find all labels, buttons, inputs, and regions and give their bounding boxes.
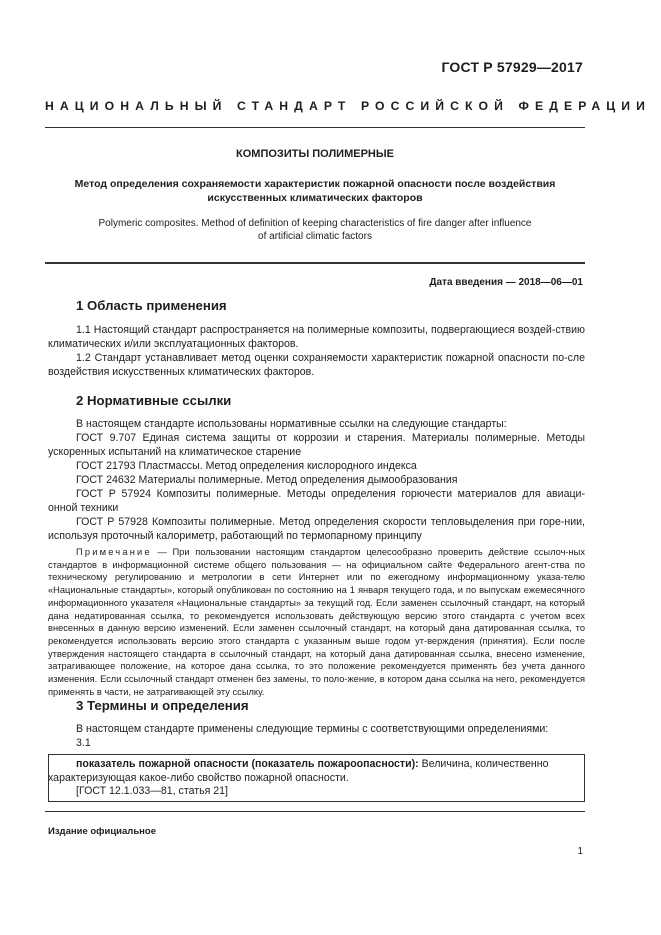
term-name: показатель пожарной опасности (показатель пожароопасности): [76, 758, 419, 770]
section-2-heading: 2 Нормативные ссылки [76, 393, 232, 408]
reference-item: ГОСТ Р 57928 Композиты полимерные. Метод определения скорости тепловыделения при горе-нии, используя проточный калориметр, работающий по термопарному принципу [48, 516, 585, 543]
reference-item: ГОСТ 24632 Материалы полимерные. Метод определения дымообразования [76, 474, 458, 486]
title-en-line-1: Polymeric composites. Method of definition of keeping characteristics of fire danger after influence [98, 218, 532, 229]
introduction-date: Дата введения — 2018—06—01 [429, 277, 583, 288]
section-2-intro: В настоящем стандарте использованы нормативные ссылки на следующие стандарты: [76, 418, 507, 430]
subtitle-line-1: Метод определения сохраняемости характеристик пожарной опасности после воздействия [74, 178, 556, 190]
standard-code: ГОСТ Р 57929—2017 [441, 59, 583, 75]
section-3-intro: В настоящем стандарте применены следующие термины с соответствующими определениями: [76, 723, 549, 735]
term-definition-part-1: Величина, количественно [418, 758, 549, 770]
national-standard-heading: НАЦИОНАЛЬНЫЙ СТАНДАРТ РОССИЙСКОЙ ФЕДЕРАЦИИ [45, 99, 652, 113]
term-number: 3.1 [76, 737, 91, 749]
term-definition-continuation: характеризующая какое-либо свойство пожарной опасности. [48, 772, 349, 784]
edition-label: Издание официальное [48, 826, 156, 837]
subtitle-line-2: искусственных климатических факторов [207, 192, 423, 204]
document-title: КОМПОЗИТЫ ПОЛИМЕРНЫЕ [236, 148, 394, 160]
reference-item: ГОСТ 21793 Пластмассы. Метод определения кислородного индекса [76, 460, 417, 472]
document-title-english [60, 217, 570, 243]
section-3-heading: 3 Термины и определения [76, 698, 249, 713]
section-1-heading: 1 Область применения [76, 298, 227, 313]
section-1-paragraph-1: 1.1 Настоящий стандарт распространяется на полимерные композиты, подвергающиеся воздей-ствию климатических и/или эксплуатационных факторов. [48, 324, 585, 351]
note-label: Примечание [76, 547, 152, 557]
top-divider [45, 127, 585, 128]
page-number: 1 [577, 846, 583, 857]
footer-divider [45, 811, 585, 812]
note-text: — При пользовании настоящим стандартом целесообразно проверить действие ссылоч-ных стандартов в информационной системе общего пользования — на официальном сайте Федерального агент-ства по техническому регулированию и метрологии в сети Интернет или по ежегодному информационному указа-телю «Национальные стандарты», который опубликован по состоянию на 1 января текущего года, и по выпускам ежемесячного информационного указателя «Национальные стандарты» за текущий год. Если заменен ссылочный стандарт, на который дана недатированная ссылка, то рекомендуется использовать действующую версию этого стандарта с учетом всех внесенных в данную версию изменений. Если заменен ссылочный стандарт, на который дана датированная ссылка, то рекомендуется использовать версию этого стандарта с указанным выше годом ут-верждения (принятия). Если после утверждения настоящего стандарта в ссылочный стандарт, на который дана датированная ссылка, внесено изменение, затрагивающее положение, на которое дана ссылка, то это положение рекомендуется применять без учета данного изменения. Если ссылочный стандарт отменен без замены, то поло-жение, в котором дана ссылка на него, рекомендуется применять в части, не затрагивающей эту ссылку. [48, 547, 585, 697]
term-source: [ГОСТ 12.1.033—81, статья 21] [76, 785, 229, 797]
section-1-paragraph-2: 1.2 Стандарт устанавливает метод оценки сохраняемости характеристик пожарной опасности по-сле воздействия искусственных климатических факторов. [48, 352, 585, 379]
document-subtitle [60, 177, 570, 205]
term-definition [76, 757, 581, 771]
title-en-line-2: of artificial climatic factors [258, 231, 372, 242]
references-note [48, 546, 585, 698]
reference-item: ГОСТ Р 57924 Композиты полимерные. Методы определения горючести материалов для авиаци-онной техники [48, 488, 585, 515]
title-divider [45, 262, 585, 264]
reference-item: ГОСТ 9.707 Единая система защиты от коррозии и старения. Материалы полимерные. Методы ускоренных испытаний на климатическое старение [48, 432, 585, 459]
